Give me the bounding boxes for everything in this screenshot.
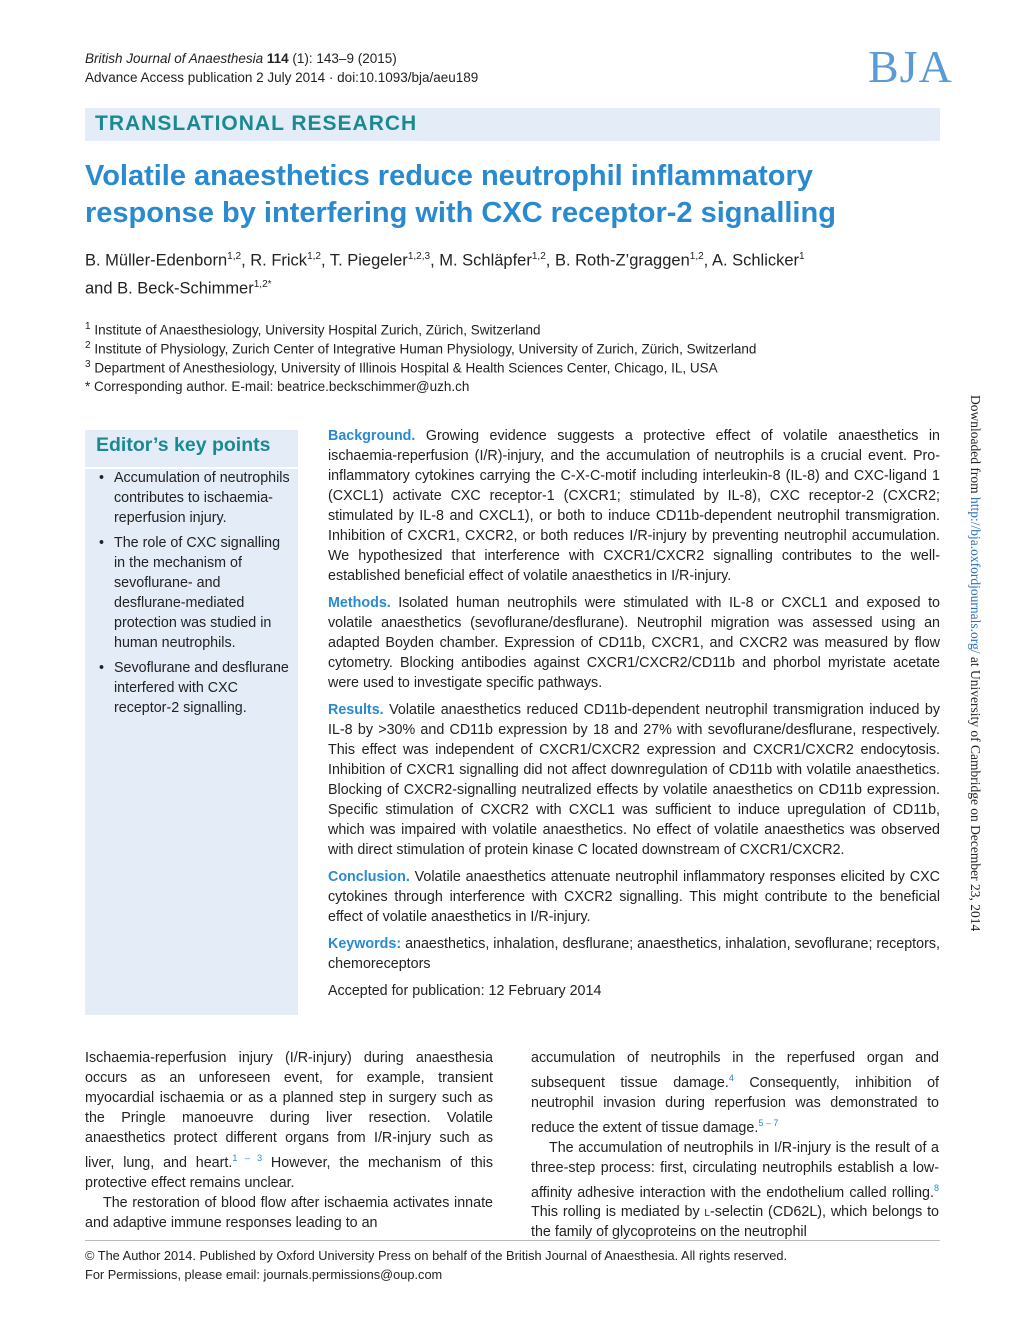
background-label: Background.	[328, 428, 416, 444]
affiliation-text: Institute of Physiology, Zurich Center of Integrative Human Physiology, University of Zurich, Zürich, Switzerland	[94, 341, 757, 357]
body-column-right	[531, 1048, 939, 1242]
author-conjunction: and	[85, 279, 118, 297]
body-paragraph	[531, 1048, 939, 1138]
results-text: Volatile anaesthetics reduced CD11b-dependent neutrophil transmigration induced by IL-8 by >30% and CD11b expression by 18 and 27% with sevoflurane/desflurane, respectively. This effect was independent of CXCR1/CXCR2 expression and CXCR1/CXCR2 endocytosis. Inhibition of CXCR1 signalling did not affect downregulation of CD11b with volatile anaesthetics. Blocking of CXCR2-signalling neutralized effects by volatile anaesthetics on CD11b expression. Specific stimulation of CXCR2 with CXCL1 was sufficient to induce upregulation of CD11b, which was impaired with volatile anaesthetics. No effect of volatile anaesthetics was observed with direct stimulation of protein kinase C located downstream of CXCR1/CXCR2.	[328, 702, 940, 858]
affiliation-text: Institute of Anaesthesiology, University Hospital Zurich, Zürich, Switzerland	[94, 322, 541, 338]
affiliation-number: 3	[85, 359, 91, 370]
author-sep: ,	[241, 251, 251, 270]
author-line-1	[85, 245, 945, 273]
author: A. Schlicker	[711, 251, 800, 270]
body-paragraph	[85, 1048, 493, 1193]
journal-name: British Journal of Anaesthesia	[85, 51, 264, 66]
abstract-background	[328, 426, 940, 586]
author-sup: 1	[799, 251, 805, 262]
abstract-results	[328, 700, 940, 860]
key-point-item: • Accumulation of neutrophils contributes to ischaemia-reperfusion injury.	[97, 468, 292, 528]
author-line-2	[85, 273, 945, 301]
title-line-1: Volatile anaesthetics reduce neutrophil inflammatory	[85, 160, 813, 192]
affiliation-number: 1	[85, 321, 91, 332]
abstract	[328, 426, 940, 1008]
author-sup: 1,2*	[253, 278, 272, 290]
section-label: TRANSLATIONAL RESEARCH	[95, 112, 418, 135]
copyright-line: © The Author 2014. Published by Oxford University Press on behalf of the British Journal of Anaesthesia. All rights reserved.	[85, 1248, 788, 1263]
key-point-item: • The role of CXC signalling in the mechanism of sevoflurane- and desflurane-mediated protection was studied in human neutrophils.	[97, 533, 292, 653]
body-text: However, the mechanism of this protective effect remains unclear.	[85, 1154, 493, 1191]
advance-access-date: Advance Access publication 2 July 2014	[85, 70, 326, 85]
download-link[interactable]: http://bja.oxfordjournals.org/	[968, 496, 983, 654]
author-sup: 1,2	[307, 251, 321, 262]
download-suffix: at University of Cambridge on December 23, 2014	[968, 653, 983, 932]
citation-ref[interactable]: 4	[728, 1073, 734, 1083]
citation-ref[interactable]: 5 – 7	[758, 1117, 779, 1128]
body-paragraph: The restoration of blood flow after ischaemia activates innate and adaptive immune responses leading to an	[85, 1194, 493, 1231]
body-paragraph	[531, 1138, 939, 1243]
author: B. Roth-Z’graggen	[554, 251, 690, 270]
small-caps-text: l	[704, 1204, 710, 1221]
accepted-date: Accepted for publication: 12 February 2014	[328, 983, 602, 999]
advance-access-line	[85, 68, 478, 87]
conclusion-label: Conclusion.	[328, 869, 410, 885]
abstract-conclusion	[328, 867, 940, 927]
citation-ref[interactable]: 8	[933, 1182, 939, 1193]
author-sep: ,	[430, 251, 440, 270]
affiliation	[85, 355, 945, 378]
author: R. Frick	[250, 251, 308, 270]
body-text: Consequently, inhibition of neutrophil invasion during reperfusion was demonstrated to reduce the extent of tissue damage.	[531, 1074, 939, 1136]
permissions-line: For Permissions, please email: journals.permissions@oup.com	[85, 1267, 443, 1282]
author: B. Beck-Schimmer	[117, 279, 254, 297]
abstract-keywords	[328, 934, 940, 974]
citation-ref[interactable]: 1 – 3	[232, 1153, 263, 1163]
article-title	[85, 158, 945, 232]
author-sup: 1,2,3	[407, 251, 431, 262]
author-sup: 1,2	[227, 251, 242, 262]
key-point-item: • Sevoflurane and desflurane interfered with CXC receptor-2 signalling.	[97, 658, 292, 718]
abstract-methods	[328, 593, 940, 693]
body-column-left	[85, 1048, 493, 1233]
download-watermark	[965, 395, 985, 935]
section-banner	[85, 108, 940, 141]
title-line-2: response by interfering with CXC receptor-2 signalling	[85, 197, 836, 229]
journal-citation-line	[85, 49, 397, 68]
author-sup: 1,2	[531, 251, 546, 262]
body-text: accumulation of neutrophils in the reperfused organ and subsequent tissue damage.	[531, 1050, 939, 1091]
body-text: This rolling is mediated by	[531, 1204, 705, 1221]
body-text: Ischaemia-reperfusion injury (I/R-injury) during anaesthesia occurs as an unforeseen event, for example, transient myocardial ischaemia or as a planned step in surgery such as the Pringle manoeuvre during liver resection. Volatile anaesthetics protect different organs from I/R-injury such as liver, lung, and heart.	[85, 1050, 493, 1171]
author: M. Schläpfer	[439, 251, 532, 270]
key-points-heading: Editor’s key points	[96, 434, 271, 456]
editors-key-points-box	[85, 430, 298, 1015]
corresponding-author: * Corresponding author. E-mail: beatrice.beckschimmer@uzh.ch	[85, 379, 470, 394]
body-text: The accumulation of neutrophils in I/R-injury is the result of a three-step process: first, circulating neutrophils establish a low-affinity adhesive interaction with the endothelium called rolling.	[531, 1139, 939, 1201]
bja-logo: BJA	[868, 41, 953, 92]
background-text: Growing evidence suggests a protective effect of volatile anaesthetics in ischaemia-reperfusion (I/R)-injury, and the accumulation of neutrophils is a crucial event. Pro-inflammatory cytokines carrying the C-X-C-motif including interleukin-8 (IL-8) and CXC-ligand 1 (CXCL1) activate CXC receptor-1 (CXCR1; stimulated by IL-8), CXC receptor-2 (CXCR2; stimulated by IL-8 and CXCL1), or both to induce CD11b-dependent neutrophil transmigration. Inhibition of CXCR1, CXCR2, or both reduces I/R-injury by preventing neutrophil accumulation. We hypothesized that interference with CXCR1/CXCR2 signalling contributes to the well-established beneficial effect of volatile anaesthetics in I/R-injury.	[328, 428, 940, 584]
separator-dot: ·	[328, 70, 338, 85]
methods-text: Isolated human neutrophils were stimulated with IL-8 or CXCL1 and exposed to volatile anaesthetics (sevoflurane/desflurane). Neutrophil migration was assessed using an adapted Boyden chamber. Expression of CD11b, CXCR1, and CXCR2 was measured by flow cytometry. Blocking antibodies against CXCR1/CXCR2/CD11b and phorbol myristate acetate were used to investigate specific pathways.	[328, 595, 940, 691]
author: B. Müller-Edenborn	[85, 251, 228, 270]
footer-divider	[85, 1240, 940, 1241]
keywords-text: anaesthetics, inhalation, desflurane; anaesthetics, inhalation, sevoflurane; receptors, chemoreceptors	[328, 936, 940, 972]
doi[interactable]: doi:10.1093/bja/aeu189	[337, 70, 479, 85]
download-prefix: Downloaded from	[968, 395, 983, 497]
key-points-list	[97, 468, 292, 723]
author-sep: ,	[703, 251, 712, 270]
footer	[85, 1246, 787, 1284]
body-text: -selectin (CD62L), which belongs to the family of glycoproteins on the neutrophil	[531, 1204, 939, 1241]
affiliation-text: Department of Anesthesiology, University of Illinois Hospital & Health Sciences Center, Chicago, IL, USA	[94, 360, 718, 376]
results-label: Results.	[328, 702, 384, 718]
author-sep: ,	[320, 251, 330, 270]
keywords-label: Keywords:	[328, 936, 402, 952]
journal-issue-pages: (1): 143–9 (2015)	[288, 51, 397, 66]
author-sup: 1,2	[689, 251, 704, 262]
affiliation-number: 2	[85, 340, 91, 351]
journal-volume: 114	[266, 51, 289, 66]
author-sep: ,	[545, 251, 555, 270]
author: T. Piegeler	[329, 251, 408, 270]
methods-label: Methods.	[328, 595, 391, 611]
conclusion-text: Volatile anaesthetics attenuate neutrophil inflammatory responses elicited by CXC cytokines through interference with CXCR2 signalling. This might contribute to the beneficial effect of volatile anaesthetics in I/R-injury.	[328, 869, 940, 925]
author-list	[85, 245, 945, 300]
